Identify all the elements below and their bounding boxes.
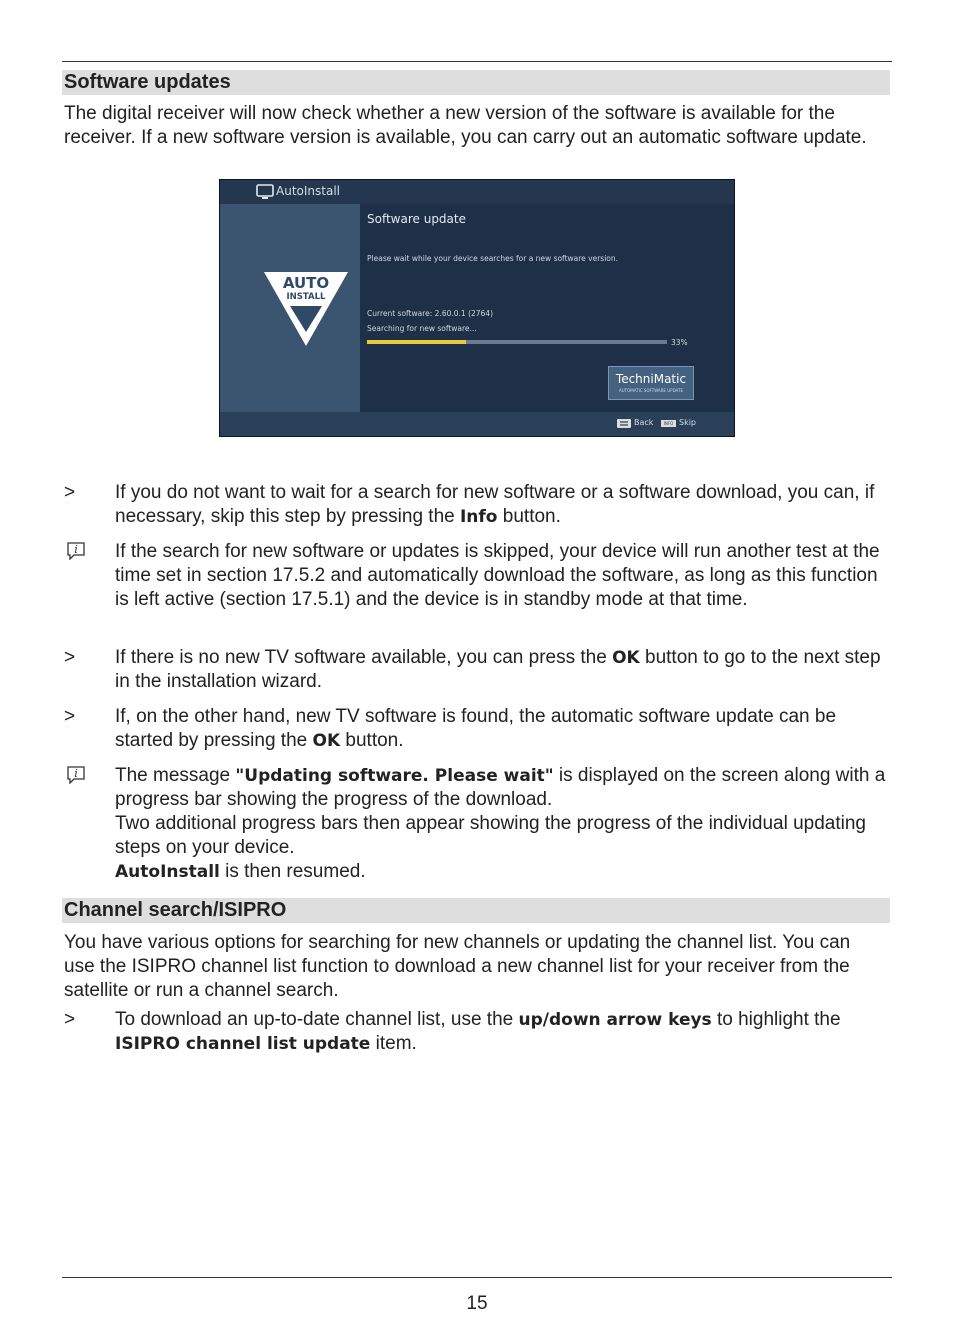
- page-number: 15: [466, 1293, 488, 1314]
- info-note-icon: [66, 542, 86, 560]
- tv-wait-text: Please wait while your device searches for a new software version.: [367, 254, 619, 263]
- updating-message-ref: "Updating software. Please wait": [235, 766, 554, 786]
- svg-text:i: i: [74, 543, 78, 556]
- note-item-skipped: i If the search for new software or updates is skipped, your device will run another test at the time set in section 17.5.2 and automatically download the software, as long as this function is left active (section 17.5.1) and the device is in standby mode at that time.: [64, 540, 886, 612]
- ok-button-ref: OK: [612, 648, 640, 668]
- arrow-keys-ref: up/down arrow keys: [518, 1010, 712, 1030]
- tv-footer-bar: [220, 412, 734, 437]
- autoinstall-ref: AutoInstall: [115, 862, 220, 882]
- tv-searching-text: Searching for new software...: [367, 324, 477, 333]
- software-updates-intro: The digital receiver will now check whether a new version of the software is available for the receiver. If a new software version is available, you can carry out an automatic software update.: [64, 103, 867, 148]
- tv-skip-label: Skip: [679, 418, 697, 427]
- note-item-updating: i The message "Updating software. Please wait" is displayed on the screen along with a progress bar showing the progress of the download. Two additional progress bars then appear showing the progress of the individual updating steps on your device. AutoInstall is then resumed.: [64, 764, 886, 884]
- tv-heading: Software update: [367, 212, 466, 226]
- list-item-isipro: > To download an up-to-date channel list, use the up/down arrow keys to highlight the ISIPRO channel list update item.: [64, 1009, 841, 1054]
- info-key-icon: [661, 420, 676, 427]
- list-marker: >: [64, 1009, 76, 1030]
- tv-progress-fill: [367, 340, 466, 344]
- auto-install-logo-line2: INSTALL: [286, 292, 326, 302]
- section-heading-software-updates: Software updates: [62, 70, 890, 95]
- section-heading-channel-search: Channel search/ISIPRO: [62, 898, 890, 923]
- isipro-update-ref: ISIPRO channel list update: [115, 1034, 371, 1054]
- info-button-ref: Info: [459, 507, 498, 527]
- list-item-no-software: > If there is no new TV software available, you can press the OK button to go to the next step in the installation wizard.: [64, 647, 881, 692]
- tv-icon: [256, 184, 274, 200]
- list-marker: >: [64, 647, 76, 668]
- tv-current-software: Current software: 2.60.0.1 (2764): [367, 309, 494, 318]
- list-marker: >: [64, 482, 76, 503]
- tv-back-label: Back: [634, 418, 654, 427]
- tv-progress-bar: [367, 340, 667, 344]
- svg-text:i: i: [74, 767, 78, 780]
- bottom-rule: [62, 1277, 892, 1278]
- tv-window-title: AutoInstall: [276, 184, 340, 198]
- channel-search-intro: You have various options for searching for new channels or updating the channel list. You can use the ISIPRO channel list function to download a new channel list for your receiver from the satellite or run a channel search.: [64, 932, 851, 1001]
- top-rule: [62, 61, 892, 62]
- technimatic-logo: [608, 366, 694, 400]
- technimatic-logo-subtext: AUTOMATIC SOFTWARE UPDATE: [619, 388, 683, 393]
- list-item-skip: > If you do not want to wait for a search for new software or a software download, you can, if necessary, skip this step by pressing the Info button.: [64, 482, 875, 527]
- tv-progress-percent: 33%: [671, 338, 688, 347]
- info-note-icon: [66, 766, 86, 784]
- auto-install-logo-line1: AUTO: [282, 274, 330, 292]
- back-key-icon: [617, 419, 631, 428]
- ok-button-ref: OK: [312, 731, 341, 751]
- info-key-label: INFO: [663, 421, 674, 426]
- list-marker: >: [64, 706, 76, 727]
- list-item-software-found: > If, on the other hand, new TV software is found, the automatic software update can be started by pressing the OK button.: [64, 706, 837, 751]
- autoinstall-screenshot: [219, 179, 735, 437]
- technimatic-logo-text: TechniMatic: [615, 372, 687, 386]
